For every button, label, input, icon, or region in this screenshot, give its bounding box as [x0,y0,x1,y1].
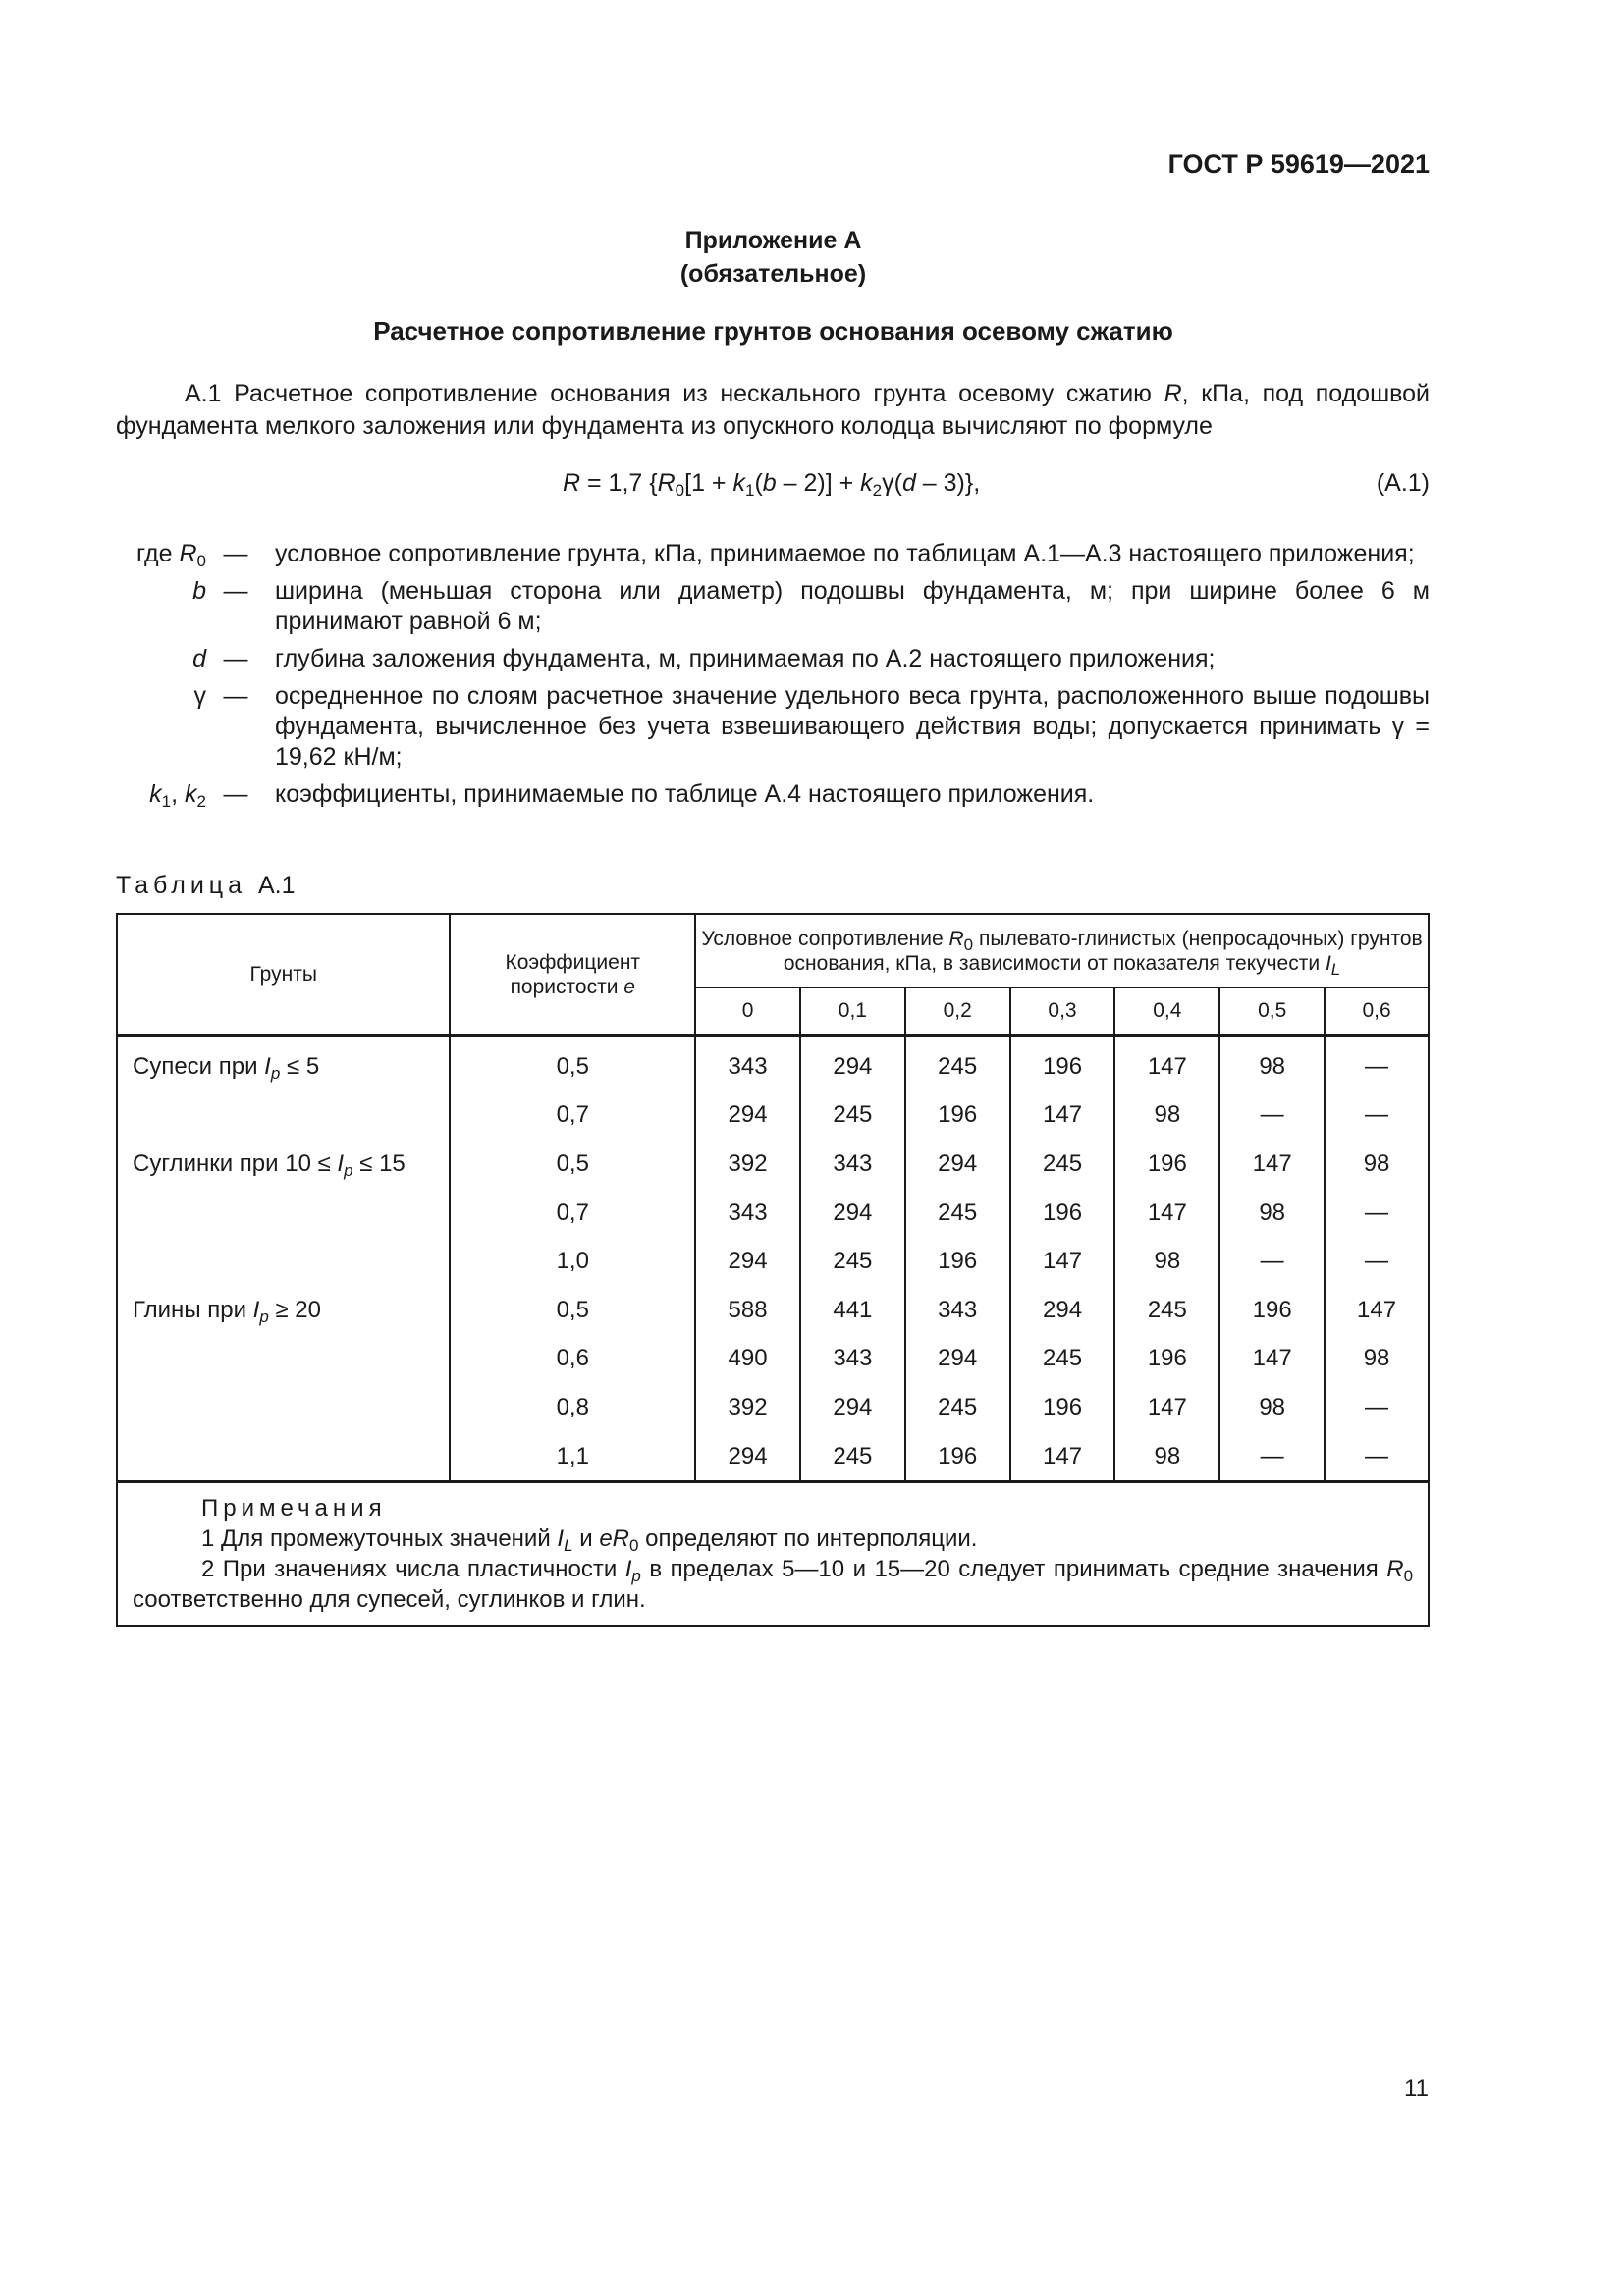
value-cell: 343 [695,1036,800,1092]
intro-paragraph [116,378,1430,443]
header-il: 0,2 [905,988,1010,1036]
definition-text: коэффициенты, принимаемые по таблице А.4 настоящего приложения. [275,780,1095,808]
soil-cell [117,1092,450,1141]
definition-text: условное сопротивление грунта, кПа, принимаемое по таблицам А.1—А.3 настоящего приложения; [275,540,1415,567]
definition-d [116,644,1430,674]
value-cell: 196 [1010,1189,1115,1238]
soil-cell: Суглинки при $10 \le I_p \le 15$ [117,1140,450,1189]
definition-gamma [116,681,1430,773]
header-soils: Грунты [117,914,450,1036]
soil-cell [117,1335,450,1384]
value-cell: 294 [905,1335,1010,1384]
value-cell: 245 [800,1092,905,1141]
value-cell: 294 [695,1237,800,1286]
table-row [117,1432,1429,1482]
appendix-heading [0,224,1546,291]
value-cell: 196 [905,1092,1010,1141]
value-cell: 245 [800,1432,905,1482]
value-cell: 147 [1325,1286,1429,1335]
table-row [117,1140,1429,1189]
header-il: 0 [695,988,800,1036]
value-cell: 147 [1010,1237,1115,1286]
value-cell: 294 [695,1432,800,1482]
value-cell: — [1325,1383,1429,1432]
porosity-cell: 0,7 [450,1092,695,1141]
para-symbol: R [1164,380,1182,407]
note-1: 1 Для промежуточных значений $I_L$ и $eR_0$ определяют по интерполяции. [201,1525,978,1556]
header-il: 0,1 [800,988,905,1036]
porosity-cell: 1,0 [450,1237,695,1286]
porosity-cell: 0,8 [450,1383,695,1432]
value-cell: 294 [800,1036,905,1092]
porosity-cell: 1,1 [450,1432,695,1482]
porosity-cell: 0,5 [450,1140,695,1189]
value-cell: 392 [695,1140,800,1189]
value-cell: — [1325,1092,1429,1141]
value-cell: 98 [1114,1237,1219,1286]
value-cell: 245 [905,1036,1010,1092]
note-2: 2 При значениях числа пластичности $I_p$ в пределах 5—10 и 15—20 следует принимать средние значения $R_0$ соответственно для супесей, суглинков и глин. [133,1556,1414,1614]
value-cell: 147 [1219,1335,1325,1384]
value-cell: 196 [905,1432,1010,1482]
value-cell: 294 [905,1140,1010,1189]
appendix-status: (обязательное) [679,260,867,288]
value-cell: — [1325,1189,1429,1238]
value-cell: 245 [1010,1140,1115,1189]
definition-text: глубина заложения фундамента, м, принимаемая по А.2 настоящего приложения; [275,645,1216,672]
porosity-cell: 0,6 [450,1335,695,1384]
table-row [117,1036,1429,1092]
value-cell: 98 [1219,1036,1325,1092]
value-cell: 294 [800,1189,905,1238]
definition-symbol: $k_1$, $k_2$ [149,780,206,811]
table-row [117,1189,1429,1238]
soil-cell [117,1383,450,1432]
value-cell: 196 [1219,1286,1325,1335]
value-cell: — [1219,1237,1325,1286]
header-porosity: Коэффициент пористости e [450,914,695,1036]
porosity-cell: 0,5 [450,1036,695,1092]
definition-dash: — [223,780,248,808]
value-cell: 294 [695,1092,800,1141]
value-cell: 98 [1114,1432,1219,1482]
value-cell: 147 [1010,1092,1115,1141]
definition-k [116,779,1430,810]
definition-dash: — [223,577,248,605]
definition-b [116,576,1430,637]
porosity-cell: 0,7 [450,1189,695,1238]
formula-number: (А.1) [1376,469,1430,497]
formula: R = 1,7 $\{R_0[1 + k_1(b - 2)] + k_2\gamma(d - 3)\}$, [563,469,981,500]
header-il: 0,5 [1219,988,1325,1036]
table-row [117,1335,1429,1384]
para-rest: , кПа, под подошвой фундамента мелкого заложения или фундамента из опускного колодца вычисляют по формуле [116,380,1431,440]
value-cell: 392 [695,1383,800,1432]
definitions-list [116,539,1430,817]
value-cell: 245 [800,1237,905,1286]
value-cell: 245 [905,1189,1010,1238]
table-row [117,1237,1429,1286]
value-cell: 196 [1010,1036,1115,1092]
table-caption: Таблица А.1 [116,872,296,899]
value-cell: 343 [800,1335,905,1384]
value-cell: 588 [695,1286,800,1335]
notes-title: Примечания [201,1495,387,1522]
value-cell: 245 [1114,1286,1219,1335]
soil-cell [117,1237,450,1286]
definition-dash: — [223,682,248,710]
value-cell: 196 [905,1237,1010,1286]
value-cell: 196 [1010,1383,1115,1432]
value-cell: 147 [1114,1036,1219,1092]
value-cell: 98 [1219,1383,1325,1432]
table-notes [117,1482,1429,1627]
value-cell: 245 [905,1383,1010,1432]
value-cell: 196 [1114,1335,1219,1384]
value-cell: 294 [1010,1286,1115,1335]
section-title: Расчетное сопротивление грунтов основания осевому сжатию [373,316,1173,346]
value-cell: 98 [1325,1335,1429,1384]
resistance-table [116,913,1430,1627]
value-cell: — [1219,1432,1325,1482]
value-cell: 343 [905,1286,1010,1335]
porosity-cell: 0,5 [450,1286,695,1335]
value-cell: — [1325,1237,1429,1286]
value-cell: 147 [1114,1383,1219,1432]
header-resistance: Условное сопротивление $R_0$ пылевато-глинистых (непросадочных) грунтов основания, кПа, в зависимости от показателя текучести $I_L$ [695,914,1429,988]
value-cell: — [1325,1036,1429,1092]
value-cell: 343 [695,1189,800,1238]
table-row [117,1383,1429,1432]
value-cell: — [1325,1432,1429,1482]
definition-symbol: b [192,577,206,605]
definition-text: осредненное по слоям расчетное значение удельного веса грунта, расположенного выше подошвы фундамента, вычисленное без учета взвешивающего действия воды; допускается принимать γ = 19,62 кН/м; [275,682,1430,771]
soil-cell [117,1432,450,1482]
value-cell: 490 [695,1335,800,1384]
header-il: 0,4 [1114,988,1219,1036]
header-il: 0,6 [1325,988,1429,1036]
soil-cell: Супеси при $I_p \le 5$ [117,1036,450,1092]
page-number: 11 [1404,2075,1429,2102]
definition-symbol: d [192,645,206,672]
table-row [117,1286,1429,1335]
value-cell: 147 [1114,1189,1219,1238]
para-lead: А.1 Расчетное сопротивление основания из нескального грунта осевому сжатию [185,380,1152,407]
value-cell: 343 [800,1140,905,1189]
value-cell: 98 [1219,1189,1325,1238]
value-cell: 441 [800,1286,905,1335]
definition-dash: — [223,540,248,567]
value-cell: 98 [1114,1092,1219,1141]
value-cell: 245 [1010,1335,1115,1384]
soil-cell [117,1189,450,1238]
value-cell: 147 [1010,1432,1115,1482]
value-cell: 196 [1114,1140,1219,1189]
value-cell: 294 [800,1383,905,1432]
definition-symbol: γ [193,682,206,710]
value-cell: — [1219,1092,1325,1141]
value-cell: 147 [1219,1140,1325,1189]
soil-cell: Глины при $I_p \ge 20$ [117,1286,450,1335]
definition-text: ширина (меньшая сторона или диаметр) подошвы фундамента, м; при ширине более 6 м принимают равной 6 м; [275,577,1430,635]
table-row [117,1092,1429,1141]
value-cell: 98 [1325,1140,1429,1189]
definition-symbol: где $R_0$ [136,540,206,570]
appendix-title: Приложение А [684,227,862,254]
header-il: 0,3 [1010,988,1115,1036]
definition-r0 [116,539,1430,569]
document-code: ГОСТ Р 59619—2021 [1167,149,1430,179]
definition-dash: — [223,645,248,672]
